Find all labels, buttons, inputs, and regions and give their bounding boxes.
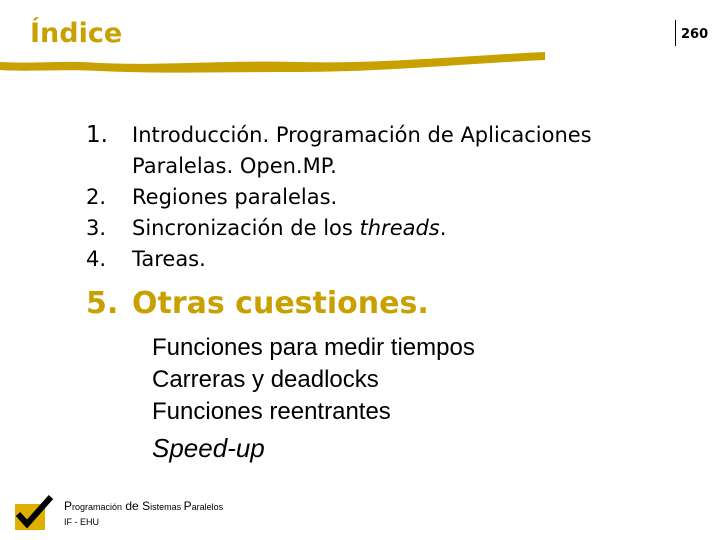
topic-text-part: Sincronización de los [132,216,360,240]
topic-number: 1. [86,122,108,148]
topic-line: Paralelas. Open.MP. [132,154,337,178]
topic-text: Tareas. [132,247,206,271]
page-number-divider [675,20,676,46]
page-number: 260 [681,27,709,42]
topic-number: 2. [86,185,107,209]
topic-text [132,120,652,182]
topic-number: 4. [86,247,107,271]
topic-number: 5. [86,286,119,321]
subtopic-item: Speed-up [152,433,265,463]
checkmark-box-icon [12,494,54,532]
topic-line: Introducción. Programación de Aplicaciones [132,123,592,147]
topic-item-1 [86,120,652,182]
subtopic-item: Carreras y deadlocks [152,366,379,393]
topic-number: 3. [86,216,107,240]
title-underline-brush [0,44,560,78]
subtopic-list [152,332,475,468]
topic-item-2 [86,182,652,213]
slide-title: Índice [30,18,123,49]
topic-text-italic: threads [359,216,440,240]
topic-text: Regiones paralelas. [132,185,338,209]
topic-item-5-current [86,284,652,324]
subtopic-item: Funciones para medir tiempos [152,334,475,361]
subtopic-item: Funciones reentrantes [152,398,391,425]
topic-item-4 [86,244,652,275]
footer-course-name: Programación de Sistemas Paralelos [64,499,224,513]
topic-text-part: . [439,216,447,240]
topic-item-3 [86,213,652,244]
footer-organization: IF - EHU [64,517,99,527]
topic-text: Otras cuestiones. [132,286,429,321]
topic-list [86,120,652,324]
topic-text [132,213,652,244]
